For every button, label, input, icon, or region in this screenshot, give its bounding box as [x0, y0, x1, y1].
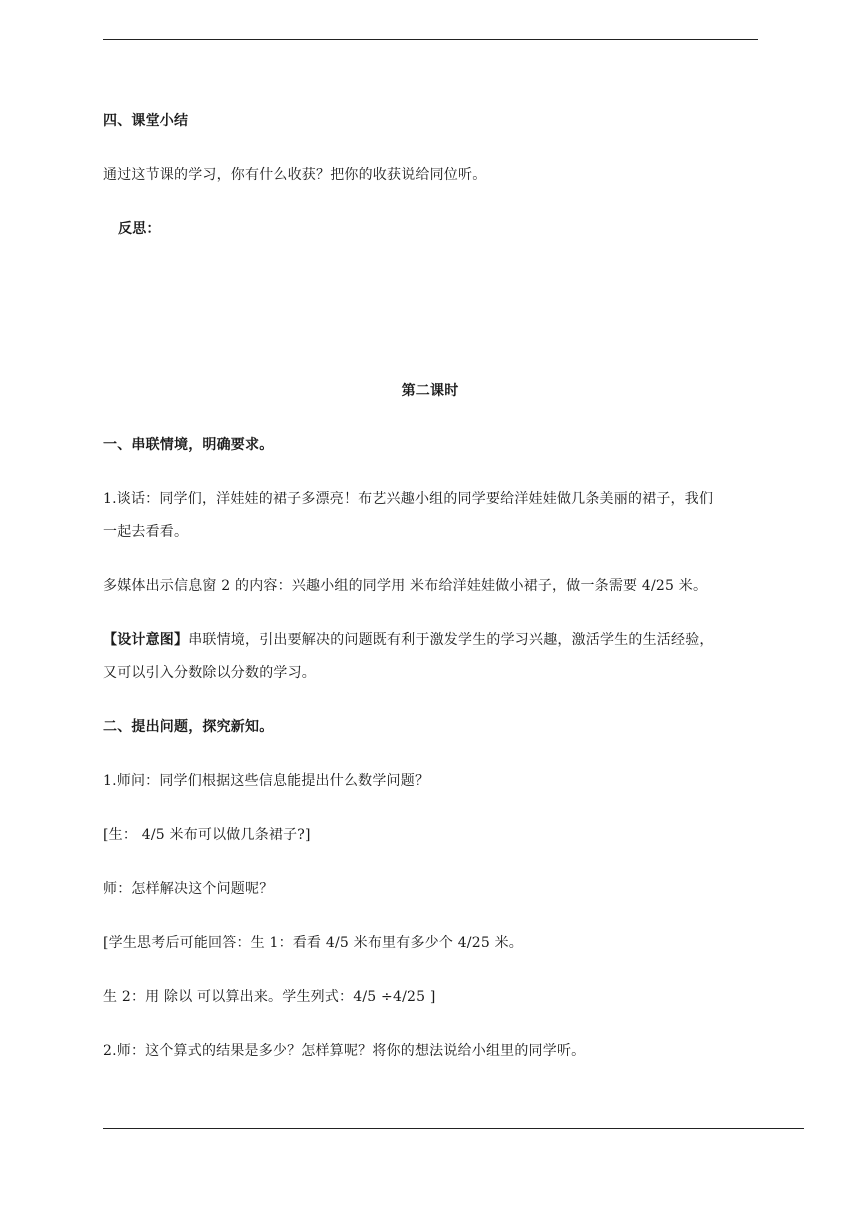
teacher-question-3: 2.师：这个算式的结果是多少？怎样算呢？将你的想法说给小组里的同学听。: [103, 1043, 586, 1059]
summary-paragraph: 通过这节课的学习，你有什么收获？把你的收获说给同位听。: [103, 167, 487, 183]
paragraph-talk-line1: 1.谈话：同学们，洋娃娃的裙子多漂亮！布艺兴趣小组的同学要给洋娃娃做几条美丽的裙子，我们: [103, 491, 714, 507]
student-answer-3: 生 2：用 除以 可以算出来。学生列式：4/5 ÷4/25 ]: [103, 989, 436, 1005]
paragraph-multimedia: 多媒体出示信息窗 2 的内容：兴趣小组的同学用 米布给洋娃娃做小裙子，做一条需要 4/25 米。: [103, 578, 708, 594]
reflection-label: 反思：: [118, 221, 161, 237]
header-rule: [103, 39, 758, 40]
design-intent-line2: 又可以引入分数除以分数的学习。: [103, 665, 316, 681]
section-heading-summary: 四、课堂小结: [103, 113, 189, 129]
student-answer-1: [生： 4/5 米布可以做几条裙子?]: [103, 827, 311, 843]
part2-heading: 二、提出问题，探究新知。: [103, 719, 274, 735]
lesson-title: 第二课时: [401, 383, 459, 399]
footer-rule: [103, 1128, 804, 1129]
teacher-question-1: 1.师问：同学们根据这些信息能提出什么数学问题？: [103, 773, 430, 789]
design-intent-text: 串联情境，引出要解决的问题既有利于激发学生的学习兴趣，激活学生的生活经验，: [188, 632, 714, 648]
design-intent-label: 【设计意图】: [103, 632, 189, 648]
student-answer-2: [学生思考后可能回答：生 1：看看 4/5 米布里有多少个 4/25 米。: [103, 935, 523, 951]
teacher-question-2: 师：怎样解决这个问题呢？: [103, 881, 274, 897]
part1-heading: 一、串联情境，明确要求。: [103, 437, 274, 453]
design-intent-line1: [103, 632, 714, 648]
paragraph-talk-line2: 一起去看看。: [103, 524, 189, 540]
